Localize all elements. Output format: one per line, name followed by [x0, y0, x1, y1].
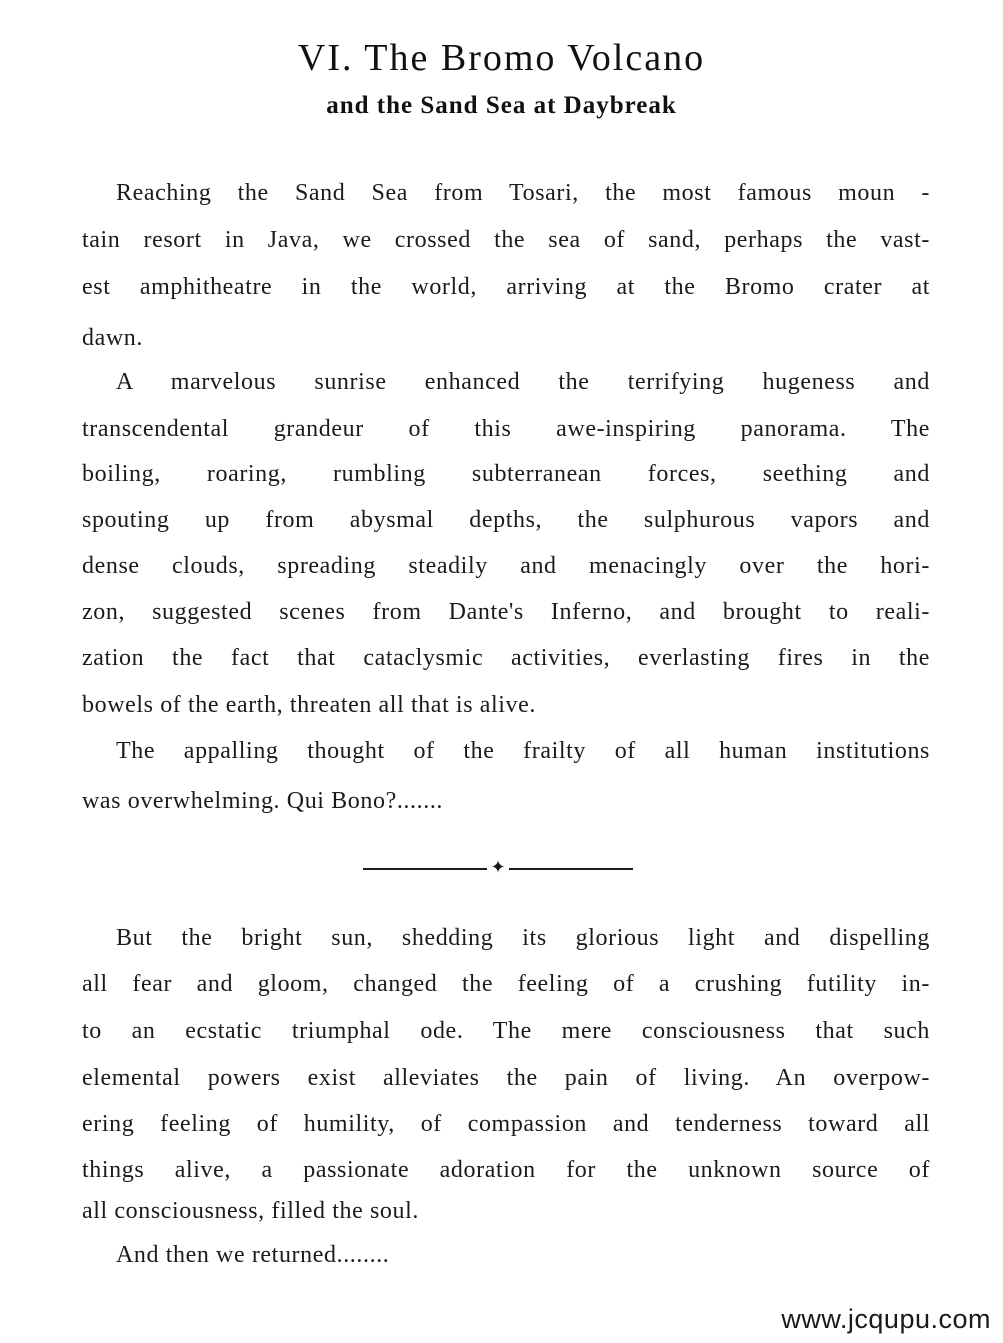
- text-line: spouting up from abysmal depths, the sulphurous vapors and: [82, 507, 930, 533]
- text-line: tain resort in Java, we crossed the sea of sand, perhaps the vast-: [82, 227, 930, 253]
- text-line: boiling, roaring, rumbling subterranean forces, seething and: [82, 461, 930, 487]
- text-line: all consciousness, filled the soul.: [82, 1198, 419, 1224]
- chapter-title: VI. The Bromo Volcano: [297, 37, 706, 79]
- text-line: zon, suggested scenes from Dante's Inferno, and brought to reali-: [82, 599, 930, 625]
- text-line: A marvelous sunrise enhanced the terrifying hugeness and: [116, 369, 930, 395]
- text-line: Reaching the Sand Sea from Tosari, the most famous moun -: [116, 180, 930, 206]
- text-line: dense clouds, spreading steadily and menacingly over the hori-: [82, 553, 930, 579]
- text-line: things alive, a passionate adoration for the unknown source of: [82, 1157, 930, 1183]
- text-line: transcendental grandeur of this awe-inspiring panorama. The: [82, 416, 930, 442]
- text-line: all fear and gloom, changed the feeling of a crushing futility in-: [82, 971, 930, 997]
- text-line: elemental powers exist alleviates the pain of living. An overpow-: [82, 1065, 930, 1091]
- text-line: bowels of the earth, threaten all that is alive.: [82, 692, 536, 718]
- divider-rule-right: [509, 868, 633, 870]
- text-line: And then we returned........: [116, 1242, 390, 1268]
- text-line: est amphitheatre in the world, arriving at the Bromo crater at: [82, 274, 930, 300]
- text-line: dawn.: [82, 325, 143, 351]
- text-line: to an ecstatic triumphal ode. The mere consciousness that such: [82, 1018, 930, 1044]
- text-line: zation the fact that cataclysmic activities, everlasting fires in the: [82, 645, 930, 671]
- watermark: www.jcqupu.com: [781, 1304, 991, 1334]
- text-line: The appalling thought of the frailty of all human institutions: [116, 738, 930, 764]
- text-line: But the bright sun, shedding its glorious light and dispelling: [116, 925, 930, 951]
- section-divider: [363, 858, 633, 880]
- text-line: ering feeling of humility, of compassion and tenderness toward all: [82, 1111, 930, 1137]
- divider-ornament-icon: ✦: [490, 857, 506, 878]
- text-line: was overwhelming. Qui Bono?.......: [82, 788, 444, 814]
- chapter-subtitle: and the Sand Sea at Daybreak: [326, 92, 677, 119]
- divider-rule-left: [363, 868, 487, 870]
